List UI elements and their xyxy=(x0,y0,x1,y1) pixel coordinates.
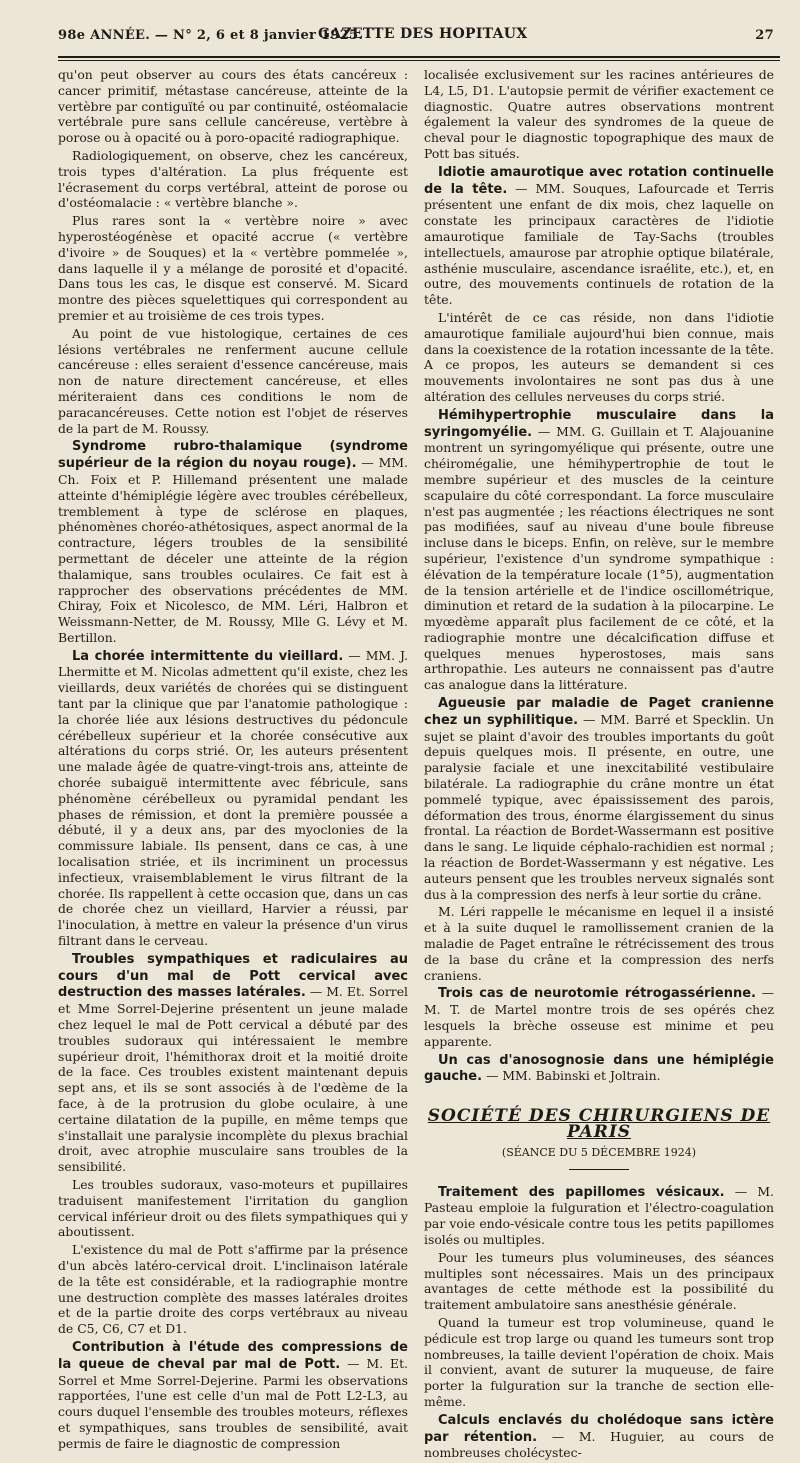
section-text: — M. Pasteau emploie la fulguration et l'électro-coagulation par voie endo-vésicale contre tous les petits papillomes isolés ou multiples. xyxy=(424,1183,774,1247)
section-troubles-sympathiques xyxy=(58,951,408,1175)
section-idiotie xyxy=(424,164,774,308)
section-choree xyxy=(58,648,408,949)
section-title: Agueusie par maladie de Paget cranienne chez un syphilitique. xyxy=(424,696,774,728)
section-title: Idiotie amaurotique avec rotation continuelle de la tête. xyxy=(424,164,774,197)
section-text: — M. Et. Sorrel et Mme Sorrel-Dejerine. Parmi les observations rapportées, l'une est celle d'un mal de Pott L2-L3, au cours duquel l'ensemble des troubles moteurs, réflexes et sympathiques, sans troubles de sensibilité, avait permis de faire le diagnostic de compression xyxy=(58,1355,408,1451)
section-text: — M. T. de Martel montre trois de ses opérés chez lesquels la brèche osseuse est minime et peu apparente. xyxy=(424,985,774,1049)
section-agueusie xyxy=(424,695,774,902)
section-text: — MM. Barré et Specklin. Un sujet se plaint d'avoir des troubles importants du goût depuis quelques mois. Il présente, en outre, une paralysie faciale et une inexcitabilité vestibulaire bilatérale. La radiographie du crâne montre un état pommelé typique, avec épaississement des parois, déformation des trous, énorme élargissement du sinus frontal. La réaction de Bordet-Wassermann est positive dans le sang. Le liquide céphalo-rachidien est normal ; la réaction de Bordet-Wassermann y est négative. Les auteurs pensent que les troubles nerveux signalés sont dus à la compression des nerfs à leur sortie du crâne. xyxy=(424,711,774,902)
section-text: — MM. G. Guillain et T. Alajouanine montrent un syringomyélique qui présente, outre une chéiromégalie, une hémihypertrophie de tout le membre supérieur et des muscles de la ceinture scapulaire du côté correspondant. La force musculaire n'est pas augmentée ; les réactions électriques ne sont pas modifiées, sauf au niveau d'une boule fibreuse incluse dans le biceps. Enfin, on relève, sur le membre supérieur, l'existence d'un syndrome sympathique : élévation de la température locale (1°5), augmentation de la tension artérielle et de l'indice oscillométrique, diminution et retard de la sudation à la pilocarpine. Le myœdème apparaît plus facilement de ce côté, et la radiographie montre une décalcification diffuse et quelques menues hyperostoses, mais sans arthropathie. Les auteurs ne connaissent pas d'autre cas analogue dans la littérature. xyxy=(424,423,774,693)
section-text: — M. Et. Sorrel et Mme Sorrel-Dejerine présentent un jeune malade chez lequel le mal de Pott cervical a débuté par des troubles sudoraux qui intéressaient le membre supérieur droit, l'hémithorax droit et la moitié droite de la face. Ces troubles existent maintenant depuis sept ans, et ils se sont associés à de l'œdème de la face, à de la protrusion du globe oculaire, à une certaine dilatation de la pupille, en même temps que s'installait une paralysie incomplète du plexus brachial droit, avec atrophie musculaire sans troubles de la sensibilité. xyxy=(58,984,408,1175)
section-title: La chorée intermittente du vieillard. xyxy=(72,648,344,664)
section-calculs xyxy=(424,1412,774,1461)
section-title: Syndrome rubro-thalamique (syndrome supérieur de la région du noyau rouge). xyxy=(58,439,408,472)
paragraph: L'existence du mal de Pott s'affirme par la présence d'un abcès latéro-cervical droit. L'inclinaison latérale de la tête est considérable, et la radiographie montre une destruction complète des masses latérales droites et de la partie droite des corps vertébraux au niveau de C5, C6, C7 et D1. xyxy=(58,1242,408,1337)
left-column xyxy=(58,67,408,1463)
section-title: Un cas d'anosognosie dans une hémiplégie gauche. xyxy=(424,1052,774,1085)
divider xyxy=(569,1169,629,1170)
society-heading: SOCIÉTÉ DES CHIRURGIENS DE PARIS xyxy=(427,1106,771,1142)
text-columns xyxy=(58,67,780,1463)
paragraph: qu'on peut observer au cours des états cancéreux : cancer primitif, métastase cancéreuse, atteinte de la vertèbre par contiguïté ou par continuité, ostéomalacie vertébrale pure sans cellule cancéreuse, vertèbre à porose ou à opacité ou à poro-opacité radiographique. xyxy=(58,67,408,146)
section-text: — M. Huguier, au cours de nombreuses cholécystec- xyxy=(424,1428,774,1461)
section-title: Hémihypertrophie musculaire dans la syringomyélie. xyxy=(424,407,774,440)
issue-info: 98e ANNÉE. — N° 2, 6 et 8 janvier 1925. xyxy=(58,28,364,43)
section-rubro-thalamique xyxy=(58,438,408,645)
running-header xyxy=(58,22,780,52)
section-anosognosie xyxy=(424,1052,774,1086)
paragraph: L'intérêt de ce cas réside, non dans l'idiotie amaurotique familiale aujourd'hui bien connue, mais dans la coexistence de la rotation incessante de la tête. A ce propos, les auteurs se demandent si ces mouvements involontaires ne sont pas dus à une altération des cellules nerveuses du corps strié. xyxy=(424,309,774,404)
paragraph: Quand la tumeur est trop volumineuse, quand le pédicule est trop large ou quand les tumeurs sont trop nombreuses, la taille devient l'opération de choix. Mais il convient, avant de suturer la muqueuse, de faire porter la fulguration sur la tranche de section elle-même. xyxy=(424,1314,774,1409)
section-title: Troubles sympathiques et radiculaires au cours d'un mal de Pott cervical avec destruction des masses latérales. xyxy=(58,951,408,1001)
section-text: — MM. Ch. Foix et P. Hillemand présentent une malade atteinte d'hémiplégie légère avec troubles cérébelleux, tremblement à type de sclérose en plaques, phénomènes choréo-athétosiques, aspect anormal de la contracture, légers troubles de la sensibilité permettant de déceler une atteinte de la région thalamique, sans troubles oculaires. Ce fait est à rapprocher des observations précédentes de MM. Chiray, Foix et Nicolesco, de MM. Léri, Halbron et Weissmann-Netter, de M. Roussy, Mlle G. Lévy et M. Bertillon. xyxy=(58,455,408,645)
paragraph: Pour les tumeurs plus volumineuses, des séances multiples sont nécessaires. Mais un des principaux avantages de cette méthode est la possibilité du traitement ambulatoire sans anesthésie générale. xyxy=(424,1249,774,1313)
section-neurotomie xyxy=(424,985,774,1049)
paragraph: Radiologiquement, on observe, chez les cancéreux, trois types d'altération. La plus fréquente est l'écrasement du corps vertébral, atteint de porose ou d'ostéomalacie : « vertèbre blanche ». xyxy=(58,147,408,211)
paragraph: localisée exclusivement sur les racines antérieures de L4, L5, D1. L'autopsie permit de vérifier exactement ce diagnostic. Quatre autres observations montrent également la valeur des syndromes de la queue de cheval pour le diagnostic topographique des maux de Pott bas situés. xyxy=(424,67,774,161)
paragraph: Au point de vue histologique, certaines de ces lésions vertébrales ne renferment aucune cellule cancéreuse : elles seraient d'essence cancéreuse, mais non de nature directement cancéreuse, et elles mériteraient dans ces conditions le nom de paracancéreuses. Cette notion est l'objet de réserves de la part de M. Roussy. xyxy=(58,325,408,436)
paragraph: Plus rares sont la « vertèbre noire » avec hyperostéogénèse et opacité accrue (« vertèbre d'ivoire » de Souques) et la « vertèbre pommelée », dans laquelle il y a mélange de porosité et d'opacité. Dans tous les cas, le disque est conservé. M. Sicard montre des pièces squelettiques qui correspondent au premier et au troisième de ces trois types. xyxy=(58,213,408,323)
paragraph: Les troubles sudoraux, vaso-moteurs et pupillaires traduisent manifestement l'irritation du ganglion cervical inférieur droit ou des filets sympathiques qui y aboutissent. xyxy=(58,1176,408,1240)
page-number: 27 xyxy=(755,28,774,43)
session-date: (SÉANCE DU 5 DÉCEMBRE 1924) xyxy=(501,1145,697,1159)
section-title: Trois cas de neurotomie rétrogassérienne. xyxy=(438,986,756,1002)
section-text: — MM. Babinski et Joltrain. xyxy=(482,1068,661,1084)
section-papillomes xyxy=(424,1184,774,1248)
section-queue-de-cheval xyxy=(58,1339,408,1452)
header-rule xyxy=(58,56,780,61)
section-title: Traitement des papillomes vésicaux. xyxy=(438,1184,725,1200)
section-title: Contribution à l'étude des compressions de la queue de cheval par mal de Pott. xyxy=(58,1339,408,1372)
section-text: — MM. Souques, Lafourcade et Terris présentent une enfant de dix mois, chez laquelle on constate les principaux caractères de l'idiotie amaurotique familiale de Tay-Sachs (troubles intellectuels, amaurose par atrophie optique bilatérale, asthénie musculaire, ascendance israélite, etc.), et, en outre, des mouvements continuels de rotation de la tête. xyxy=(424,180,775,308)
section-hemihypertrophie xyxy=(424,407,774,693)
paragraph: M. Léri rappelle le mécanisme en lequel il a insisté et à la suite duquel le ramollissement cranien de la maladie de Paget entraîne le rétrécissement des trous de la base du crâne et la compression des nerfs craniens. xyxy=(424,904,774,983)
journal-title: GAZETTE DES HOPITAUX xyxy=(318,26,528,42)
right-column xyxy=(424,67,774,1463)
section-text: — MM. J. Lhermitte et M. Nicolas admettent qu'il existe, chez les vieillards, deux variétés de chorées qui se distinguent tant par la clinique que par l'anatomie pathologique : la chorée liée aux lésions destructives du pédoncule cérébelleux supérieur et la chorée consécutive aux altérations du corps strié. Or, les auteurs présentent une malade âgée de quatre-vingt-trois ans, atteinte de chorée subaiguë intermittente avec fébricule, sans phénomène cérébelleux ou pyramidal pendant les phases de rémission, et dont la première poussée a débuté, il y a deux ans, par des myoclonies de la commissure labiale. Ils pensent, dans ce cas, à une localisation striée, et ils incriminent un processus infectieux, vraisemblablement le virus filtrant de la chorée. Ils rappellent à cette occasion que, dans un cas de chorée chez un vieillard, Harvier a réussi, par l'inoculation, à mettre en valeur la présence d'un virus filtrant dans le cerveau. xyxy=(58,647,409,949)
section-title: Calculs enclavés du cholédoque sans ictère par rétention. xyxy=(424,1412,774,1445)
